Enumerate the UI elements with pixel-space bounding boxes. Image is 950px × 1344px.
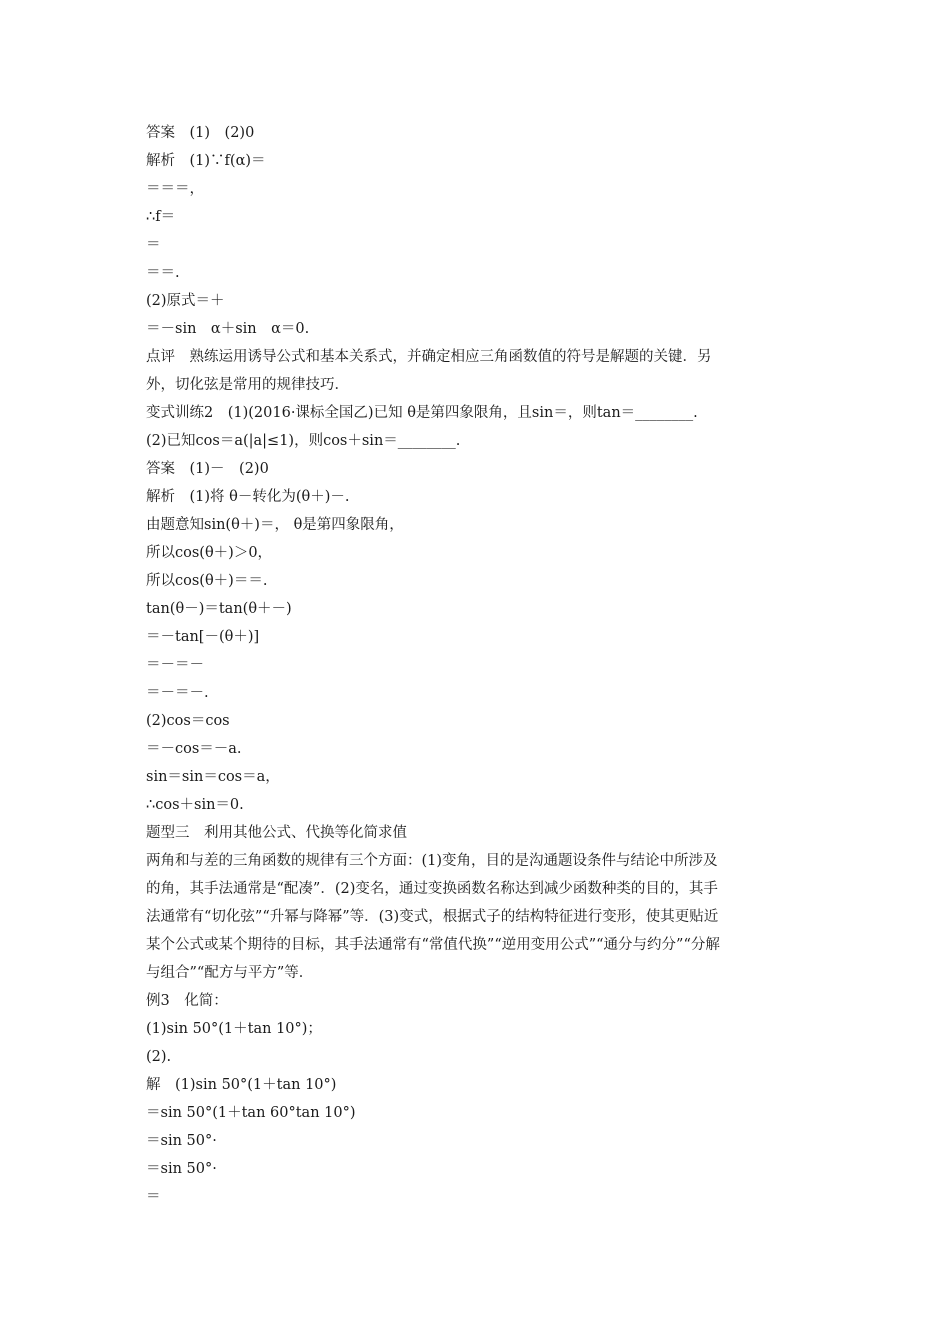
text-line: ＝sin 50°(1＋tan 60°tan 10°) (146, 1105, 356, 1121)
text-line: ∴cos＋sin＝0. (146, 797, 244, 813)
text-line: 外，切化弦是常用的规律技巧． (146, 377, 349, 393)
text-line: 答案 (1) (2)0 (146, 125, 255, 141)
text-line: (2)原式＝＋ (146, 293, 225, 309)
text-line: 法通常有“切化弦”“升幂与降幂”等．(3)变式，根据式子的结构特征进行变形，使其更贴近 (146, 909, 719, 925)
text-line: ＝－＝－. (146, 685, 209, 701)
text-line: ＝sin 50°· (146, 1133, 217, 1149)
text-line: 与组合”“配方与平方”等． (146, 965, 314, 981)
text-line: 解 (1)sin 50°(1＋tan 10°) (146, 1077, 337, 1093)
text-line: 答案 (1)－ (2)0 (146, 461, 269, 477)
text-line: 变式训练2 (1)(2016·课标全国乙)已知 θ是第四象限角，且sin＝，则tan＝________. (146, 405, 698, 421)
text-line: ＝＝＝， (146, 181, 204, 197)
text-line: 所以cos(θ＋)＝＝. (146, 573, 268, 589)
text-line: ＝－cos＝－a. (146, 741, 242, 757)
text-line: (2)cos＝cos (146, 713, 230, 729)
text-line: ＝－sin α＋sin α＝0. (146, 321, 310, 337)
text-line: sin＝sin＝cos＝a， (146, 769, 280, 785)
text-line: ＝ (146, 1189, 161, 1205)
text-line: (1)sin 50°(1＋tan 10°)； (146, 1021, 322, 1037)
text-line: 所以cos(θ＋)＞0， (146, 545, 273, 561)
text-line: ＝ (146, 237, 161, 253)
text-line: 例3 化简： (146, 993, 228, 1009)
text-line: 解析 (1)∵f(α)＝ (146, 153, 266, 169)
text-line: tan(θ－)＝tan(θ＋－) (146, 601, 292, 617)
text-line: (2)已知cos＝a(|a|≤1)，则cos＋sin＝________. (146, 433, 461, 449)
text-line: ∴f＝ (146, 209, 176, 225)
text-line: 由题意知sin(θ＋)＝， θ是第四象限角， (146, 517, 404, 533)
text-line: ＝－＝－ (146, 657, 204, 673)
text-line: 解析 (1)将 θ－转化为(θ＋)－. (146, 489, 350, 505)
document-page (146, 119, 816, 1211)
text-line: 的角，其手法通常是“配凑”．(2)变名，通过变换函数名称达到减少函数种类的目的，其手 (146, 881, 718, 897)
text-line: 某个公式或某个期待的目标，其手法通常有“常值代换”“逆用变用公式”“通分与约分”“分解 (146, 937, 720, 953)
text-line: (2). (146, 1049, 172, 1065)
text-line: ＝sin 50°· (146, 1161, 217, 1177)
text-line: ＝＝. (146, 265, 180, 281)
text-line: 两角和与差的三角函数的规律有三个方面：(1)变角，目的是沟通题设条件与结论中所涉及 (146, 853, 718, 869)
text-line: ＝－tan[－(θ＋)] (146, 629, 260, 645)
section-heading: 题型三 利用其他公式、代换等化简求值 (146, 825, 407, 841)
text-line: 点评 熟练运用诱导公式和基本关系式，并确定相应三角函数值的符号是解题的关键．另 (146, 349, 712, 365)
